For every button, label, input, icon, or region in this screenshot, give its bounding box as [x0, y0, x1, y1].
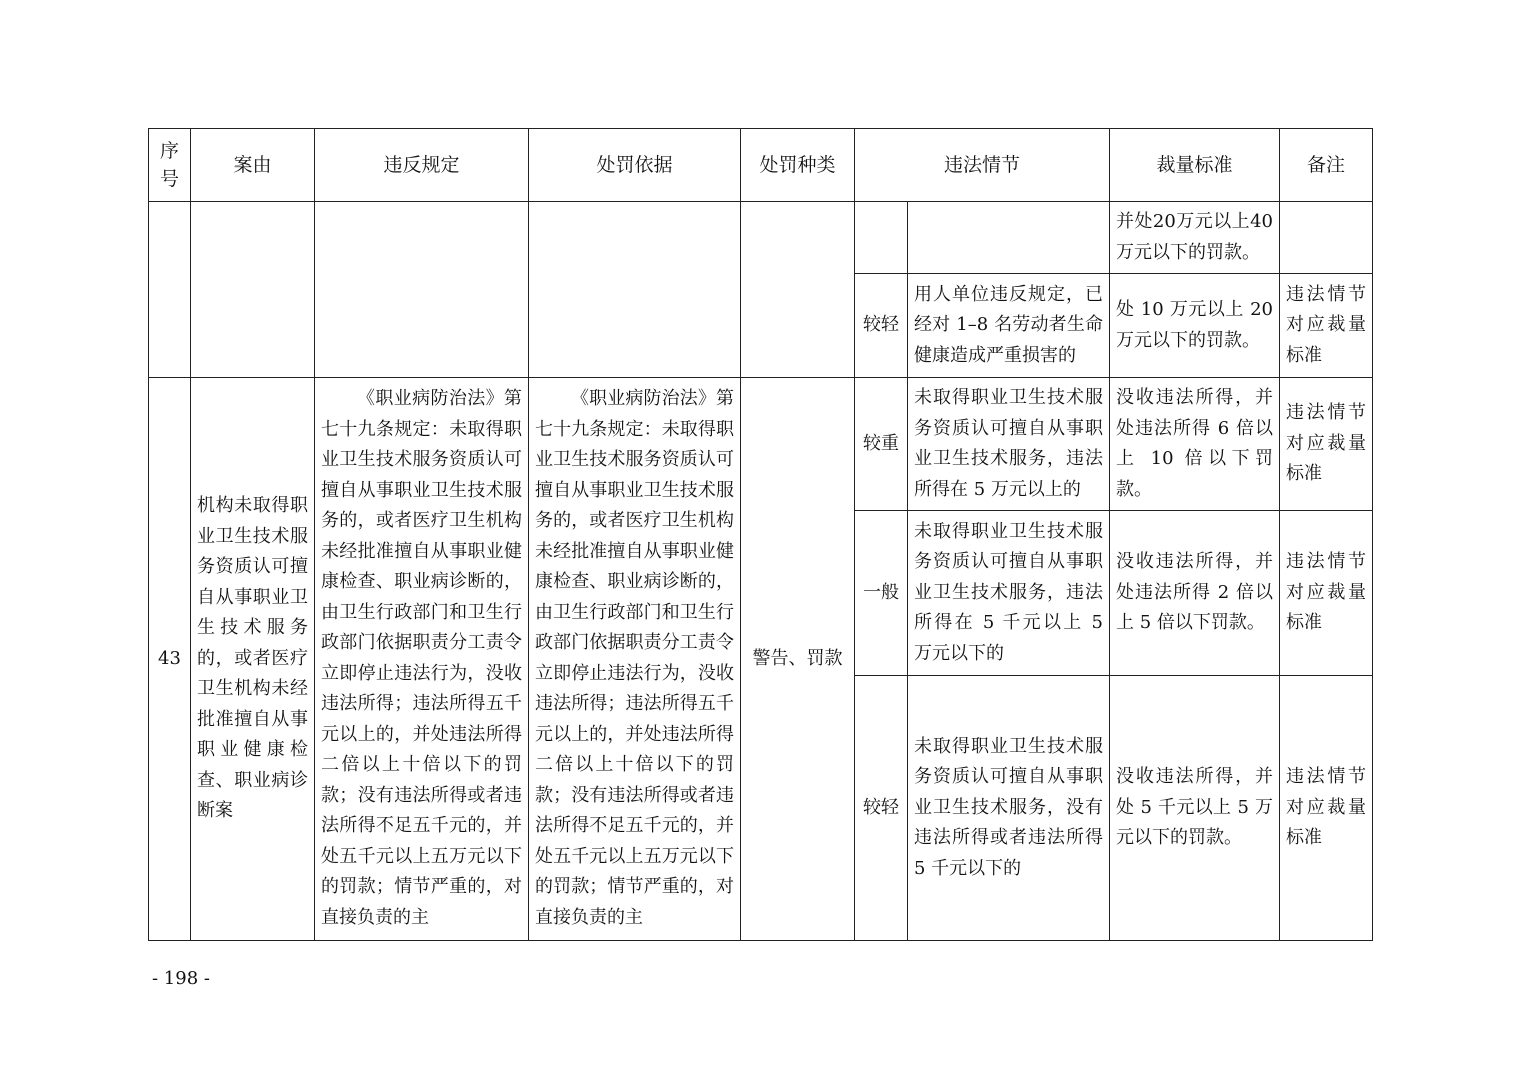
circumstance-cell: 未取得职业卫生技术服务资质认可擅自从事职业卫生技术服务，违法所得在 5 千元以上 5 万元以下的 — [908, 511, 1110, 676]
circumstance-cell: 用人单位违反规定，已经对 1–8 名劳动者生命健康造成严重损害的 — [908, 274, 1110, 378]
seq-cell-empty — [149, 202, 191, 378]
case-cell: 机构未取得职业卫生技术服务资质认可擅自从事职业卫生技术服务的，或者医疗卫生机构未经批准擅自从事职业健康检查、职业病诊断案 — [191, 378, 315, 941]
remark-cell: 违法情节对应裁量标准 — [1280, 378, 1373, 511]
header-basis: 处罚依据 — [529, 129, 741, 202]
standard-cell: 没收违法所得，并处违法所得 6 倍以上 10 倍以下罚款。 — [1110, 378, 1280, 511]
page-number: - 198 - — [152, 968, 210, 989]
header-violation: 违反规定 — [315, 129, 529, 202]
remark-cell: 违法情节对应裁量标准 — [1280, 511, 1373, 676]
header-case: 案由 — [191, 129, 315, 202]
circumstance-cell — [908, 202, 1110, 274]
remark-cell: 违法情节对应裁量标准 — [1280, 676, 1373, 941]
case-cell-empty — [191, 202, 315, 378]
level-cell: 较重 — [855, 378, 908, 511]
circumstance-cell: 未取得职业卫生技术服务资质认可擅自从事职业卫生技术服务，违法所得在 5 万元以上的 — [908, 378, 1110, 511]
standard-cell: 并处20万元以上40万元以下的罚款。 — [1110, 202, 1280, 274]
level-cell — [855, 202, 908, 274]
penalty-type-cell-empty — [741, 202, 855, 378]
basis-cell-empty — [529, 202, 741, 378]
header-penalty-type: 处罚种类 — [741, 129, 855, 202]
level-cell: 一般 — [855, 511, 908, 676]
header-standard: 裁量标准 — [1110, 129, 1280, 202]
header-row — [149, 129, 1373, 202]
remark-cell: 违法情节对应裁量标准 — [1280, 274, 1373, 378]
seq-cell: 43 — [149, 378, 191, 941]
standard-cell: 没收违法所得，并处 5 千元以上 5 万元以下的罚款。 — [1110, 676, 1280, 941]
circumstance-cell: 未取得职业卫生技术服务资质认可擅自从事职业卫生技术服务，没有违法所得或者违法所得 5 千元以下的 — [908, 676, 1110, 941]
violation-cell-empty — [315, 202, 529, 378]
standard-cell: 没收违法所得，并处违法所得 2 倍以上 5 倍以下罚款。 — [1110, 511, 1280, 676]
violation-cell: 《职业病防治法》第七十九条规定：未取得职业卫生技术服务资质认可擅自从事职业卫生技术服务的，或者医疗卫生机构未经批准擅自从事职业健康检查、职业病诊断的，由卫生行政部门和卫生行政部门依据职责分工责令立即停止违法行为，没收违法所得；违法所得五千元以上的，并处违法所得二倍以上十倍以下的罚款；没有违法所得或者违法所得不足五千元的，并处五千元以上五万元以下的罚款；情节严重的，对直接负责的主 — [315, 378, 529, 941]
header-seq: 序号 — [149, 129, 191, 202]
table-row — [149, 378, 1373, 511]
remark-cell — [1280, 202, 1373, 274]
penalty-type-cell: 警告、罚款 — [741, 378, 855, 941]
table-row — [149, 202, 1373, 274]
level-cell: 较轻 — [855, 676, 908, 941]
standard-cell: 处 10 万元以上 20 万元以下的罚款。 — [1110, 274, 1280, 378]
penalty-discretion-table — [148, 128, 1373, 941]
header-circumstances: 违法情节 — [855, 129, 1110, 202]
header-remarks: 备注 — [1280, 129, 1373, 202]
level-cell: 较轻 — [855, 274, 908, 378]
basis-cell: 《职业病防治法》第七十九条规定：未取得职业卫生技术服务资质认可擅自从事职业卫生技术服务的，或者医疗卫生机构未经批准擅自从事职业健康检查、职业病诊断的，由卫生行政部门和卫生行政部门依据职责分工责令立即停止违法行为，没收违法所得；违法所得五千元以上的，并处违法所得二倍以上十倍以下的罚款；没有违法所得或者违法所得不足五千元的，并处五千元以上五万元以下的罚款；情节严重的，对直接负责的主 — [529, 378, 741, 941]
